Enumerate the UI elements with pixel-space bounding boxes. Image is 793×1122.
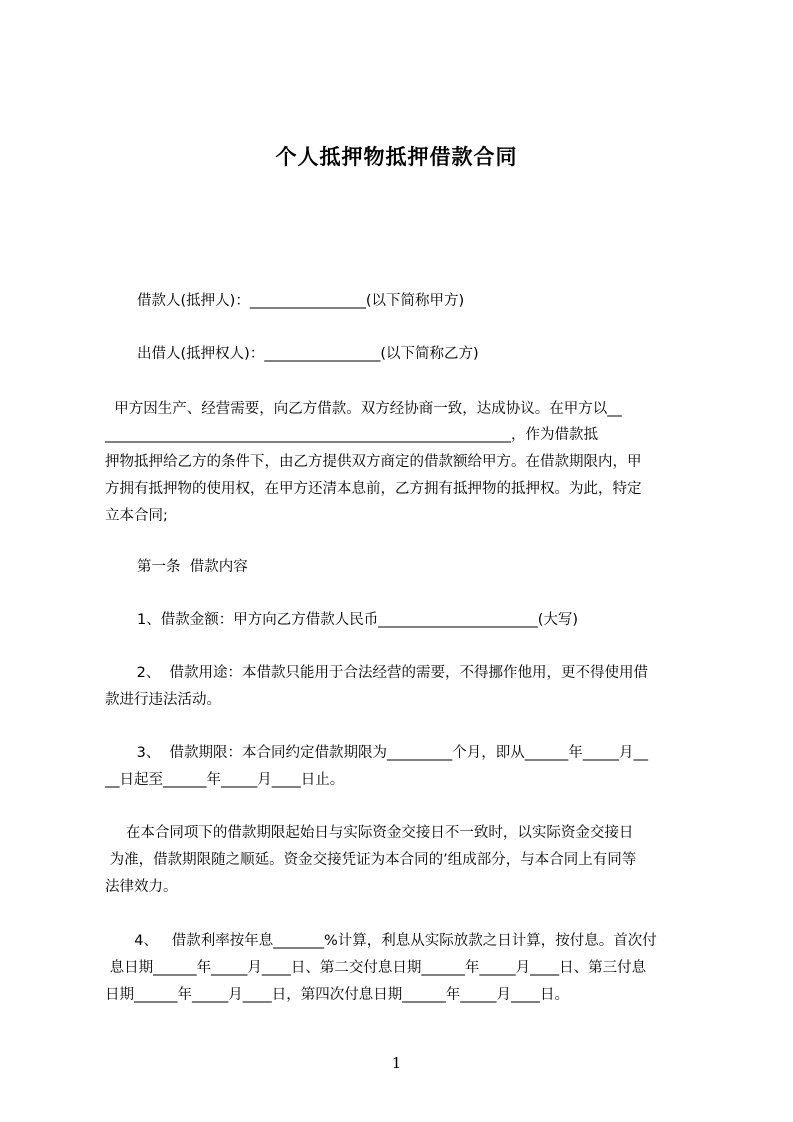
clause-line: 在本合同项下的借款期限起始日与实际资金交接日不一致时，以实际资金交接日 — [112, 825, 634, 841]
intro-line: 立本合同; — [105, 508, 168, 524]
item-3-line: __日起至______年_____月____日止。 — [105, 772, 345, 788]
lender-line: 出借人(抵押权人)：________________(以下简称乙方) — [137, 346, 479, 362]
item-2-line: 2、 借款用途：本借款只能用于合法经营的需要，不得挪作他用，更不得使用借 — [132, 665, 649, 681]
intro-line: 方拥有抵押物的使用权，在甲方还清本息前，乙方拥有抵押物的抵押权。为此，特定 — [105, 481, 642, 497]
item-4-line: 4、 借款利率按年息_______%计算，利息从实际放款之日计算，按付息。首次付 — [125, 933, 657, 949]
intro-line: ________________________________________________________，作为借款抵 — [105, 427, 598, 443]
item-1-loan-amount: 1、借款金额：甲方向乙方借款人民币______________________(大写) — [137, 612, 579, 628]
clause-line: 为准，借款期限随之顺延。资金交接凭证为本合同的’组成部分，与本合同上有同等 — [105, 852, 637, 868]
item-2-line: 款进行违法活动。 — [105, 692, 221, 708]
article-1-heading: 第一条 借款内容 — [137, 559, 248, 575]
intro-line: 甲方因生产、经营需要，向乙方借款。双方经协商一致，达成协议。在甲方以__ — [105, 401, 622, 417]
document-title: 个人抵押物抵押借款合同 — [275, 145, 518, 169]
item-3-line: 3、 借款期限：本合同约定借款期限为_________个月，即从______年_____月__ — [132, 745, 649, 761]
intro-line: 押物抵押给乙方的条件下，由乙方提供双方商定的借款额给甲方。在借款期限内，甲 — [105, 454, 642, 470]
page-number: 1 — [391, 1054, 402, 1072]
clause-line: 法律效力。 — [105, 879, 178, 895]
borrower-line: 借款人(抵押人)：________________(以下简称甲方) — [137, 293, 465, 309]
item-4-line: 息日期______年_____月____日、第二交付息日期______年_____月____日、第三付息 — [105, 960, 647, 976]
item-4-line: 日期______年_____月____日，第四次付息日期______年_____月____日。 — [105, 987, 569, 1003]
